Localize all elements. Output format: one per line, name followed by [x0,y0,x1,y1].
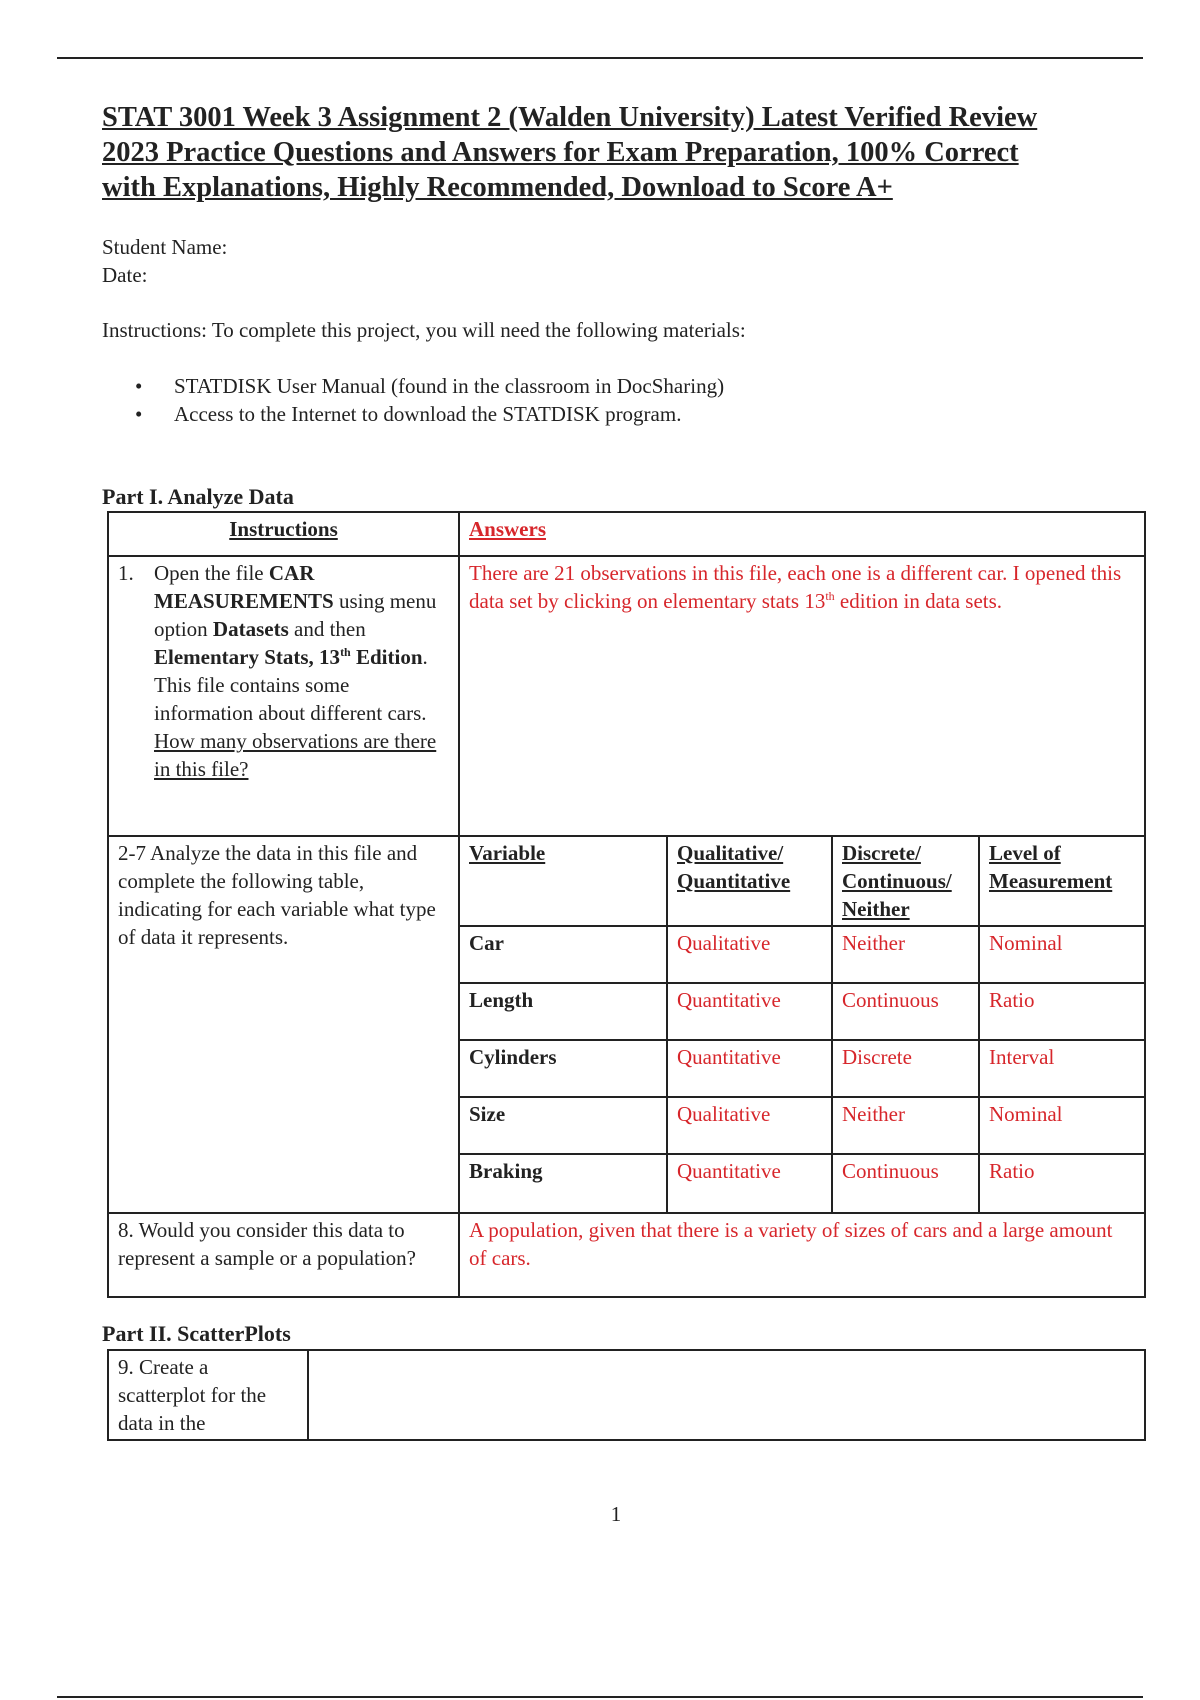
part2-heading: Part II. ScatterPlots [102,1321,291,1346]
q1-text-part: . This file contains some information about different cars. [154,645,428,725]
q9-instruction: 9. Create a scatterplot for the data in the [108,1350,308,1440]
title-line-3: with Explanations, Highly Recommended, Download to Score A+ [102,172,893,203]
part1-table [107,511,1146,1298]
header-line: Neither [842,897,910,921]
page-number: 1 [610,1502,622,1526]
q1-instruction [108,556,459,836]
discrete-continuous: Neither [832,926,979,983]
discrete-continuous: Discrete [832,1040,979,1097]
date-label: Date: [102,263,148,287]
variable-name: Length [460,983,667,1040]
q1-text-part: using menu option [154,589,437,641]
qualitative-column-header [667,837,832,926]
measurement-level: Nominal [979,1097,1146,1154]
table-row [460,1154,1146,1212]
table-row [460,983,1146,1040]
q9-answer [308,1350,1145,1440]
header-line: Continuous/ [842,869,952,893]
q1-row [108,556,1145,836]
q8-instruction: 8. Would you consider this data to represent a sample or a population? [108,1213,459,1297]
header-line: Qualitative/ [677,841,784,865]
measurement-level: Interval [979,1040,1146,1097]
variable-name: Car [460,926,667,983]
q2-7-instruction: 2-7 Analyze the data in this file and complete the following table, indicating for each variable what type of data it represents. [108,836,459,1213]
materials-list [135,372,724,428]
variable-table-cell [459,836,1145,1213]
variable-name: Size [460,1097,667,1154]
discrete-continuous: Neither [832,1097,979,1154]
material-text: Access to the Internet to download the STATDISK program. [174,402,682,426]
q1-answer-superscript: th [825,589,835,603]
instructions-text: Instructions: To complete this project, you will need the following materials: [102,318,746,342]
level-column-header [979,837,1146,926]
title-line-1: STAT 3001 Week 3 Assignment 2 (Walden University) Latest Verified Review [102,102,1038,133]
table-row [460,1097,1146,1154]
material-text: STATDISK User Manual (found in the classroom in DocSharing) [174,374,725,398]
data-type: Quantitative [667,983,832,1040]
discrete-column-header [832,837,979,926]
answers-column-header: Answers [459,512,1145,556]
q2-7-row [108,836,1145,1213]
data-type: Quantitative [667,1154,832,1212]
variable-name: Cylinders [460,1040,667,1097]
material-item [135,400,724,428]
discrete-continuous: Continuous [832,983,979,1040]
bullet-icon: • [135,402,143,426]
part1-heading: Part I. Analyze Data [102,484,294,509]
part1-header-row [108,512,1145,556]
table-row [460,926,1146,983]
q1-answer-text-end: edition in data sets. [834,589,1003,613]
q1-menu-path-edition: Edition [350,645,423,669]
q1-text-part: and then [288,617,366,641]
q1-answer [459,556,1145,836]
instructions-column-header: Instructions [108,512,459,556]
bottom-rule [57,1696,1143,1698]
q1-answer-text: There are 21 observations in this file, each one is a different car. I opened this data set by clicking on elementary stats 13 [469,561,1122,613]
header-line: Level of [989,841,1061,865]
header-line: Quantitative [677,869,791,893]
q1-superscript: th [340,645,351,659]
measurement-level: Ratio [979,1154,1146,1212]
q1-number: 1. [118,561,134,585]
data-type: Qualitative [667,926,832,983]
title-line-2: 2023 Practice Questions and Answers for Exam Preparation, 100% Correct [102,137,1019,168]
q8-row [108,1213,1145,1297]
part2-table [107,1349,1146,1441]
variable-column-header: Variable [460,837,667,926]
variable-name: Braking [460,1154,667,1212]
student-name-label: Student Name: [102,235,228,259]
q1-menu-path: Elementary Stats, 13 [154,645,341,669]
material-item [135,372,724,400]
q1-text-part: Open the file [154,561,269,585]
q1-text [154,559,449,783]
header-line: Discrete/ [842,841,921,865]
variable-header-row [460,837,1146,926]
data-type: Quantitative [667,1040,832,1097]
q1-question: How many observations are there in this file? [154,729,437,781]
header-line: Measurement [989,869,1113,893]
table-row [460,1040,1146,1097]
measurement-level: Ratio [979,983,1146,1040]
bullet-icon: • [135,374,143,398]
measurement-level: Nominal [979,926,1146,983]
q8-answer: A population, given that there is a variety of sizes of cars and a large amount of cars. [459,1213,1145,1297]
discrete-continuous: Continuous [832,1154,979,1212]
top-rule [57,57,1143,59]
q1-menu-option: Datasets [212,617,289,641]
q1-file-name: CAR MEASUREMENTS [154,561,334,613]
document-title [102,100,1142,205]
data-type: Qualitative [667,1097,832,1154]
q9-row [108,1350,1145,1440]
variable-type-table [460,837,1146,1212]
